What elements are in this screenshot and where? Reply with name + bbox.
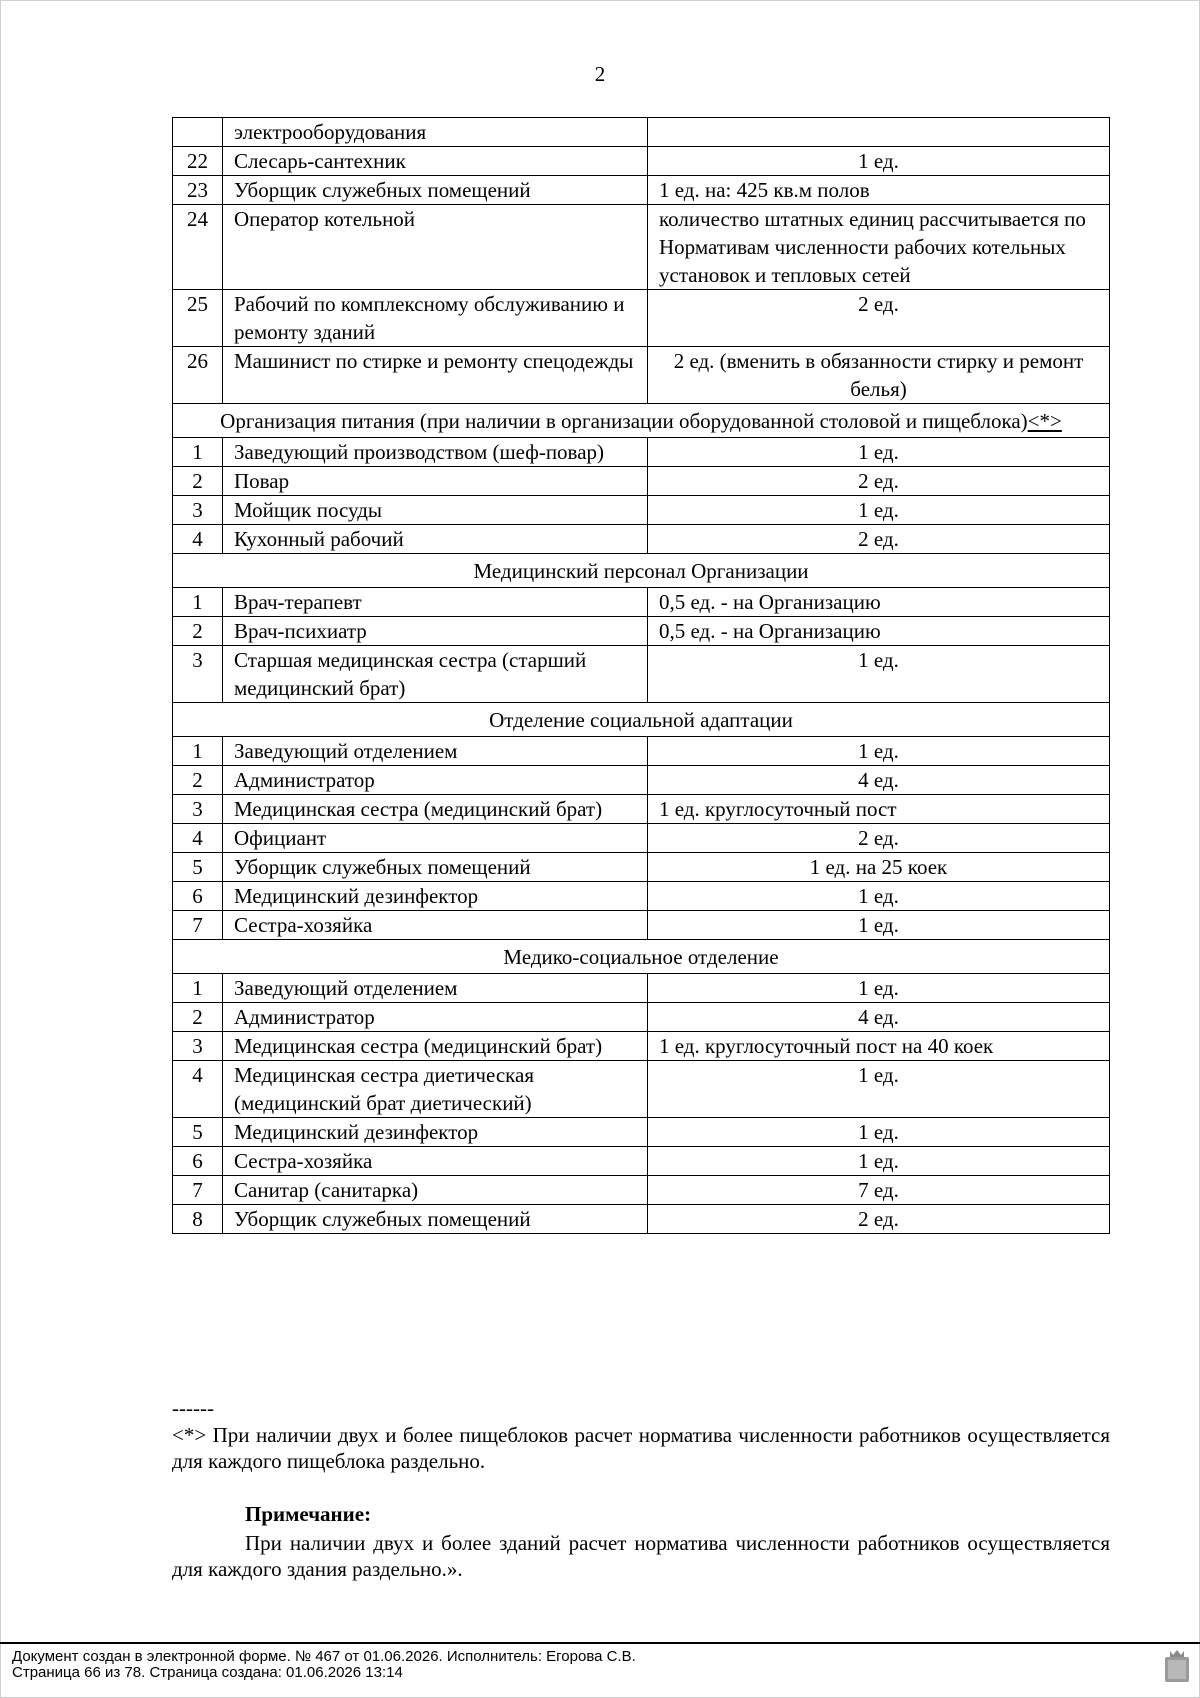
row-number: 2 (173, 467, 223, 496)
table-row (173, 737, 1110, 766)
position-name: Сестра-хозяйка (223, 911, 648, 940)
row-number: 3 (173, 496, 223, 525)
staff-norm: количество штатных единиц рассчитывается по Нормативам численности рабочих котельных установок и тепловых сетей (648, 205, 1110, 290)
staff-norm: 1 ед. (648, 1147, 1110, 1176)
section-title (173, 404, 1110, 438)
position-name: Уборщик служебных помещений (223, 853, 648, 882)
staff-norm: 1 ед. (648, 1118, 1110, 1147)
table-row (173, 766, 1110, 795)
section-header-row (173, 554, 1110, 588)
position-name: Заведующий отделением (223, 974, 648, 1003)
position-name: Врач-психиатр (223, 617, 648, 646)
note-text: При наличии двух и более зданий расчет норматива численности работников осуществляется для каждого здания раздельно.». (172, 1531, 1110, 1581)
position-name: Заведующий производством (шеф-повар) (223, 438, 648, 467)
row-number: 8 (173, 1205, 223, 1234)
table-row (173, 467, 1110, 496)
row-number: 3 (173, 1032, 223, 1061)
staff-norm: 2 ед. (648, 525, 1110, 554)
page-number: 2 (594, 62, 606, 86)
position-name: Рабочий по комплексному обслуживанию и ремонту зданий (223, 290, 648, 347)
staff-norm: 1 ед. на 25 коек (648, 853, 1110, 882)
table-row (173, 205, 1110, 290)
section-title (173, 703, 1110, 737)
staff-norm: 1 ед. (648, 882, 1110, 911)
staff-norm: 1 ед. на: 425 кв.м полов (648, 176, 1110, 205)
table-row (173, 824, 1110, 853)
position-name: Повар (223, 467, 648, 496)
table-row (173, 1118, 1110, 1147)
row-number: 2 (173, 617, 223, 646)
position-name: Медицинский дезинфектор (223, 882, 648, 911)
table-row (173, 438, 1110, 467)
staff-norm: 4 ед. (648, 766, 1110, 795)
position-name: Машинист по стирке и ремонту спецодежды (223, 347, 648, 404)
staff-norm: 1 ед. (648, 496, 1110, 525)
table-row (173, 617, 1110, 646)
row-number: 23 (173, 176, 223, 205)
position-name: Слесарь-сантехник (223, 147, 648, 176)
section-title-text: Медицинский персонал Организации (473, 559, 809, 583)
table-row (173, 118, 1110, 147)
row-number: 26 (173, 347, 223, 404)
footnote-text: <*> При наличии двух и более пищеблоков расчет норматива численности работников осуществляется для каждого пищеблока раздельно. (172, 1423, 1110, 1473)
staff-norm: 2 ед. (648, 467, 1110, 496)
position-name: Медицинская сестра (медицинский брат) (223, 795, 648, 824)
position-name: Мойщик посуды (223, 496, 648, 525)
table-row (173, 588, 1110, 617)
table-row (173, 1003, 1110, 1032)
system-footer-line-1: Документ создан в электронной форме. № 467 от 01.06.2026. Исполнитель: Егорова С.В. (12, 1648, 636, 1665)
staff-norm: 2 ед. (648, 824, 1110, 853)
position-name: Официант (223, 824, 648, 853)
table-row (173, 882, 1110, 911)
row-number: 4 (173, 1061, 223, 1118)
section-title (173, 554, 1110, 588)
section-header-row (173, 404, 1110, 438)
seal-icon (1164, 1649, 1190, 1683)
position-name: Администратор (223, 1003, 648, 1032)
row-number: 6 (173, 1147, 223, 1176)
row-number: 4 (173, 824, 223, 853)
staff-norm: 1 ед. (648, 974, 1110, 1003)
footnote-separator: ------ (172, 1396, 214, 1420)
note-title: Примечание: (245, 1502, 372, 1526)
row-number: 1 (173, 438, 223, 467)
table-row (173, 853, 1110, 882)
row-number: 5 (173, 853, 223, 882)
table-row (173, 795, 1110, 824)
staff-norm: 1 ед. (648, 438, 1110, 467)
row-number: 2 (173, 1003, 223, 1032)
table-row (173, 347, 1110, 404)
section-title (173, 940, 1110, 974)
table-row (173, 1176, 1110, 1205)
position-name: Медицинская сестра диетическая (медицинский брат диетический) (223, 1061, 648, 1118)
system-footer (12, 1649, 636, 1681)
position-name: Кухонный рабочий (223, 525, 648, 554)
section-title-text: Медико-социальное отделение (503, 945, 779, 969)
table-row (173, 525, 1110, 554)
row-number: 1 (173, 737, 223, 766)
staff-norm: 1 ед. круглосуточный пост на 40 коек (648, 1032, 1110, 1061)
staffing-table (172, 117, 1110, 1234)
row-number: 25 (173, 290, 223, 347)
footer-divider (0, 1642, 1200, 1644)
section-title-text: Организация питания (при наличии в организации оборудованной столовой и пищеблока) (220, 409, 1028, 433)
table-row (173, 147, 1110, 176)
table-row (173, 176, 1110, 205)
position-name: Уборщик служебных помещений (223, 176, 648, 205)
row-number (173, 118, 223, 147)
staff-norm (648, 118, 1110, 147)
staff-norm: 2 ед. (вменить в обязанности стирку и ремонт белья) (648, 347, 1110, 404)
table-row (173, 911, 1110, 940)
row-number: 22 (173, 147, 223, 176)
position-name: Заведующий отделением (223, 737, 648, 766)
footnote-reference-link[interactable]: <*> (1027, 409, 1062, 433)
row-number: 4 (173, 525, 223, 554)
staff-norm: 1 ед. (648, 1061, 1110, 1118)
staff-norm: 7 ед. (648, 1176, 1110, 1205)
section-header-row (173, 703, 1110, 737)
staff-norm: 1 ед. (648, 911, 1110, 940)
table-row (173, 1205, 1110, 1234)
table-row (173, 646, 1110, 703)
position-name: Медицинская сестра (медицинский брат) (223, 1032, 648, 1061)
row-number: 2 (173, 766, 223, 795)
row-number: 24 (173, 205, 223, 290)
section-header-row (173, 940, 1110, 974)
staff-norm: 0,5 ед. - на Организацию (648, 588, 1110, 617)
position-name: Уборщик служебных помещений (223, 1205, 648, 1234)
staff-norm: 0,5 ед. - на Организацию (648, 617, 1110, 646)
staff-norm: 2 ед. (648, 1205, 1110, 1234)
system-footer-line-2: Страница 66 из 78. Страница создана: 01.06.2026 13:14 (12, 1664, 403, 1681)
staff-norm: 2 ед. (648, 290, 1110, 347)
table-row (173, 496, 1110, 525)
position-name: Старшая медицинская сестра (старший медицинский брат) (223, 646, 648, 703)
staff-norm: 1 ед. круглосуточный пост (648, 795, 1110, 824)
table-row (173, 1147, 1110, 1176)
table-row (173, 290, 1110, 347)
row-number: 7 (173, 1176, 223, 1205)
section-title-text: Отделение социальной адаптации (489, 708, 793, 732)
row-number: 3 (173, 795, 223, 824)
position-name: Оператор котельной (223, 205, 648, 290)
staff-norm: 1 ед. (648, 646, 1110, 703)
position-name: Администратор (223, 766, 648, 795)
position-name: Медицинский дезинфектор (223, 1118, 648, 1147)
position-name: Сестра-хозяйка (223, 1147, 648, 1176)
row-number: 1 (173, 974, 223, 1003)
table-row (173, 1061, 1110, 1118)
row-number: 7 (173, 911, 223, 940)
table-row (173, 1032, 1110, 1061)
staff-norm: 4 ед. (648, 1003, 1110, 1032)
row-number: 5 (173, 1118, 223, 1147)
row-number: 6 (173, 882, 223, 911)
table-row (173, 974, 1110, 1003)
row-number: 1 (173, 588, 223, 617)
position-name: Санитар (санитарка) (223, 1176, 648, 1205)
position-name: Врач-терапевт (223, 588, 648, 617)
position-name: электрооборудования (223, 118, 648, 147)
staff-norm: 1 ед. (648, 147, 1110, 176)
row-number: 3 (173, 646, 223, 703)
staff-norm: 1 ед. (648, 737, 1110, 766)
staffing-table-body (173, 118, 1110, 1234)
